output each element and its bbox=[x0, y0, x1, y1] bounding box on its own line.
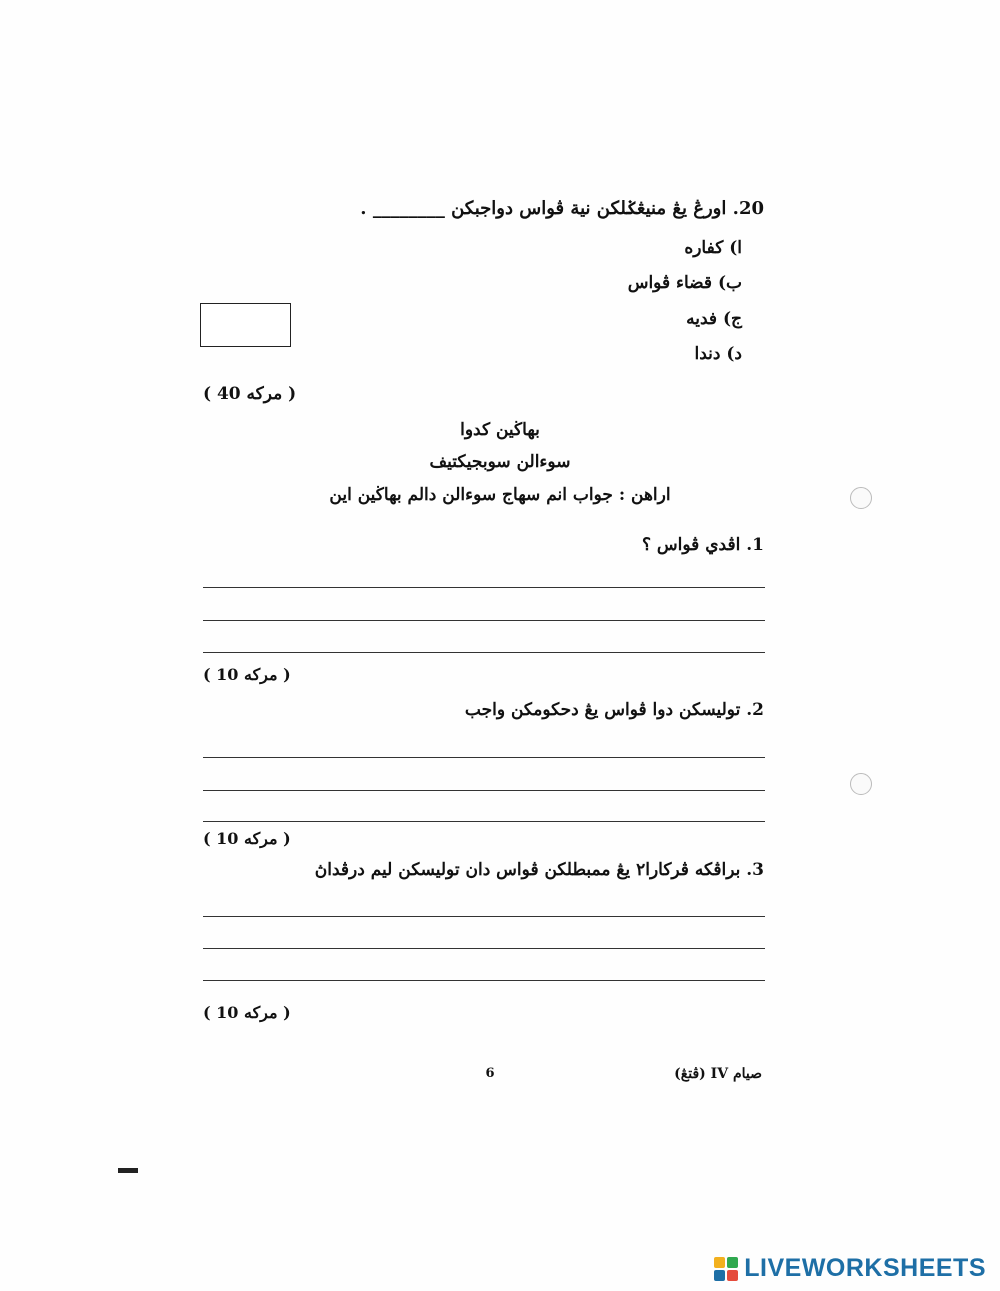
question-20-number: 20. bbox=[732, 198, 764, 219]
answer-line[interactable] bbox=[203, 620, 765, 621]
section-marks: ( 40 مركه ) bbox=[203, 384, 297, 404]
liveworksheets-logo-icon bbox=[714, 1257, 738, 1281]
question-3-marks: ( 10 مركه ) bbox=[203, 1003, 291, 1022]
question-2 bbox=[465, 700, 764, 720]
section-instruction: اراهن : جواب انم سهاج سوءالن دالم بهاڬين اين bbox=[329, 485, 671, 505]
answer-line[interactable] bbox=[203, 587, 765, 588]
question-3 bbox=[315, 860, 764, 880]
answer-line[interactable] bbox=[203, 916, 765, 917]
answer-line[interactable] bbox=[203, 980, 765, 981]
liveworksheets-brand bbox=[714, 1254, 986, 1283]
option-c: ج) فديه bbox=[686, 309, 742, 329]
question-2-text: توليسكن دوا ڤواس يڠ دحكومكن واجب bbox=[464, 700, 741, 720]
question-2-number: 2. bbox=[746, 700, 764, 720]
option-b: ب) قضاء ڤواس bbox=[627, 273, 742, 293]
punch-hole bbox=[850, 487, 872, 509]
footer-subject: صيام IV (ڤتڠ) bbox=[674, 1066, 762, 1082]
option-a: ا) كفاره bbox=[684, 238, 742, 258]
question-1-text: اڤدي ڤواس ؟ bbox=[641, 535, 741, 555]
punch-hole bbox=[850, 773, 872, 795]
brand-name: LIVEWORKSHEETS bbox=[744, 1254, 986, 1282]
question-2-marks: ( 10 مركه ) bbox=[203, 829, 291, 848]
answer-line[interactable] bbox=[203, 757, 765, 758]
answer-line[interactable] bbox=[203, 652, 765, 653]
answer-line[interactable] bbox=[203, 948, 765, 949]
section-subtitle: سوءالن سوبجيكتيف bbox=[429, 452, 571, 472]
question-20 bbox=[360, 198, 764, 219]
question-1-number: 1. bbox=[746, 535, 764, 555]
answer-box[interactable] bbox=[200, 303, 291, 347]
page-number: 6 bbox=[485, 1066, 495, 1081]
question-3-text: براڤكه ڤركارا٢ يڠ ممبطلكن ڤواس دان توليسكن ليم درڤداڽ bbox=[314, 860, 741, 880]
scan-edge-mark bbox=[118, 1168, 138, 1173]
question-20-text: اورڠ يڠ منيڠݢلكن نية ڤواس دواجبكن ________ . bbox=[360, 198, 727, 219]
question-3-number: 3. bbox=[746, 860, 764, 880]
answer-line[interactable] bbox=[203, 790, 765, 791]
section-title: بهاڬين كدوا bbox=[460, 420, 540, 440]
question-1-marks: ( 10 مركه ) bbox=[203, 665, 291, 684]
answer-line[interactable] bbox=[203, 821, 765, 822]
option-d: د) دندا bbox=[694, 344, 742, 364]
question-1 bbox=[642, 535, 764, 555]
